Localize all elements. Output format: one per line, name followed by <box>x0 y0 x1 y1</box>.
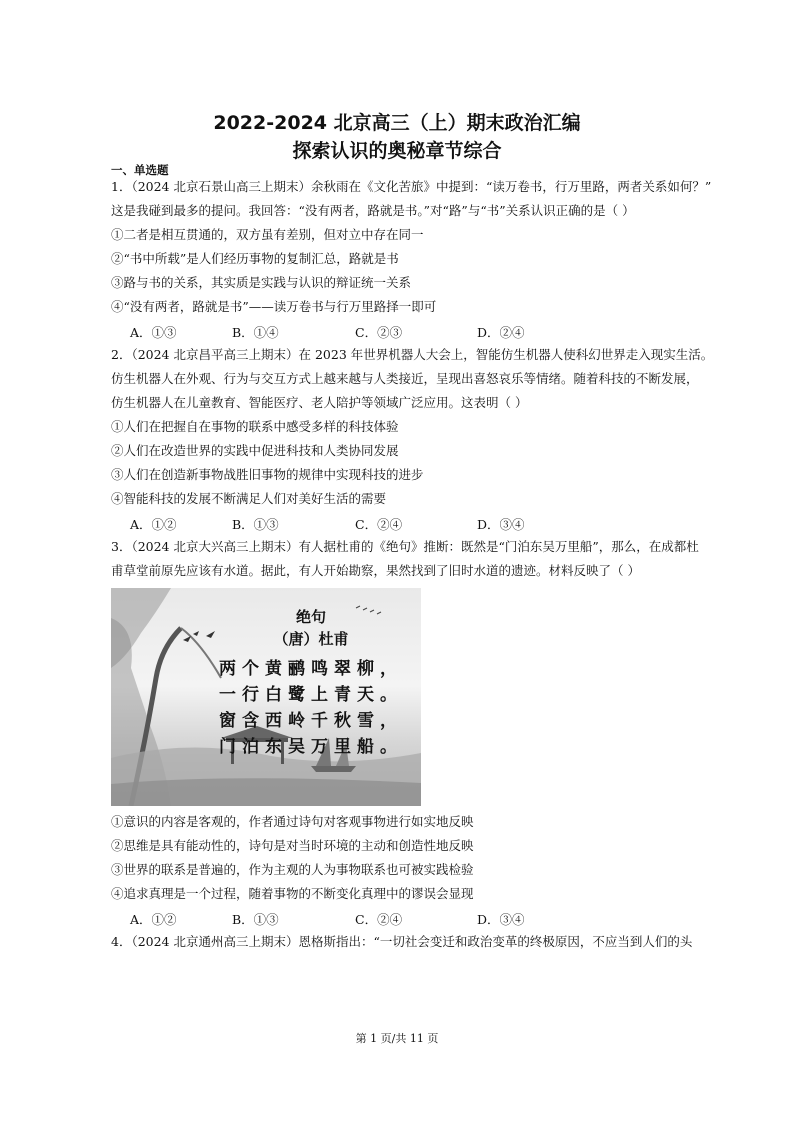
option-d: D．②④ <box>477 325 525 340</box>
question-2-stem-line3: 仿生机器人在儿童教育、智能医疗、老人陪护等领域广泛应用。这表明（ ） <box>111 395 528 410</box>
page-title-line1: 2022-2024 北京高三（上）期末政治汇编 <box>213 112 581 134</box>
option-c: C．②③ <box>355 325 403 340</box>
question-4-stem-line1: 4．（2024 北京通州高三上期末）恩格斯指出：“一切社会变迁和政治变革的终极原因，不应当到人们的头 <box>111 934 693 949</box>
question-2-statement-2: ②人们在改造世界的实践中促进科技和人类协同发展 <box>111 443 399 458</box>
question-3-statement-2: ②思维是具有能动性的，诗句是对当时环境的主动和创造性地反映 <box>111 838 474 853</box>
option-a: A．①② <box>130 912 177 927</box>
option-c: C．②④ <box>355 912 403 927</box>
poem-verse-2: 一行白鹭上青天。 <box>219 685 403 705</box>
option-b: B．①③ <box>232 912 279 927</box>
poem-verse-1: 两个黄鹂鸣翠柳， <box>219 659 403 679</box>
question-1-statement-1: ①二者是相互贯通的，双方虽有差别，但对立中存在同一 <box>111 227 424 242</box>
poem-verse-4: 门泊东吴万里船。 <box>219 737 403 757</box>
option-a: A．①② <box>130 517 177 532</box>
option-b: B．①④ <box>232 325 279 340</box>
question-1-stem-line2: 这是我碰到最多的提问。我回答：“没有两者，路就是书。”对“路”与“书”关系认识正确的是（ ） <box>111 203 635 218</box>
question-1-stem-line1: 1．（2024 北京石景山高三上期末）余秋雨在《文化苦旅》中提到：“读万卷书，行万里路，两者关系如何？” <box>111 179 712 194</box>
poem-title: 绝句 <box>295 608 326 626</box>
question-3-statement-4: ④追求真理是一个过程，随着事物的不断变化真理中的谬误会显现 <box>111 886 474 901</box>
question-3-stem-line2: 甫草堂前原先应该有水道。据此，有人开始勘察，果然找到了旧时水道的遗迹。材料反映了（ ） <box>111 563 640 578</box>
page-title-line2: 探索认识的奥秘章节综合 <box>292 140 502 162</box>
question-2-statement-4: ④智能科技的发展不断满足人们对美好生活的需要 <box>111 491 387 506</box>
option-b: B．①③ <box>232 517 279 532</box>
poem-author: （唐）杜甫 <box>273 630 349 648</box>
option-c: C．②④ <box>355 517 403 532</box>
option-d: D．③④ <box>477 912 525 927</box>
question-2-stem-line2: 仿生机器人在外观、行为与交互方式上越来越与人类接近，呈现出喜怒哀乐等情绪。随着科技的不断发展， <box>111 371 699 386</box>
option-a: A．①③ <box>130 325 177 340</box>
question-3-stem-line1: 3．（2024 北京大兴高三上期末）有人据杜甫的《绝句》推断：既然是“门泊东吴万里船”，那么，在成都杜 <box>111 539 699 554</box>
question-2-statement-3: ③人们在创造新事物战胜旧事物的规律中实现科技的进步 <box>111 467 424 482</box>
question-3-statement-1: ①意识的内容是客观的，作者通过诗句对客观事物进行如实地反映 <box>111 814 474 829</box>
page-footer: 第 1 页/共 11 页 <box>355 1032 439 1045</box>
question-2-stem-line1: 2．（2024 北京昌平高三上期末）在 2023 年世界机器人大会上，智能仿生机器人使科幻世界走入现实生活。 <box>111 347 714 362</box>
question-1-statement-2: ②“书中所载”是人们经历事物的复制汇总，路就是书 <box>111 251 399 266</box>
section-label: 一、单选题 <box>111 163 169 177</box>
question-3-statement-3: ③世界的联系是普遍的，作为主观的人为事物联系也可被实践检验 <box>111 862 474 877</box>
question-1-statement-3: ③路与书的关系，其实质是实践与认识的辩证统一关系 <box>111 275 412 290</box>
poem-verse-3: 窗含西岭千秋雪， <box>219 711 403 731</box>
poem-illustration <box>111 588 421 806</box>
option-d: D．③④ <box>477 517 525 532</box>
question-2-statement-1: ①人们在把握自在事物的联系中感受多样的科技体验 <box>111 419 399 434</box>
question-1-statement-4: ④“没有两者，路就是书”——读万卷书与行万里路择一即可 <box>111 299 437 314</box>
